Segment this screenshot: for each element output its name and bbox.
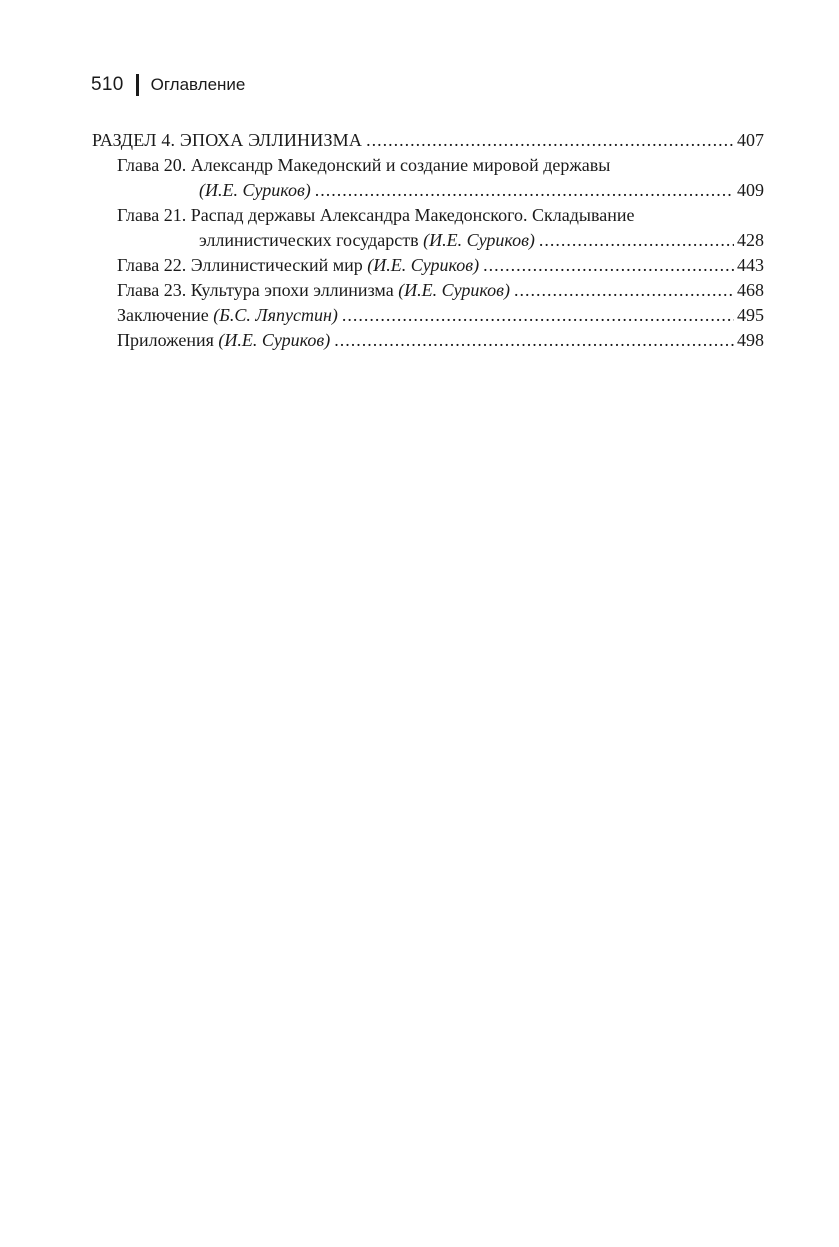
- toc-page-number: 443: [737, 255, 764, 275]
- toc-page-number: 468: [737, 280, 764, 300]
- toc-entry-title: Глава 22. Эллинистический мир: [117, 255, 363, 275]
- toc-entry-title: Глава 21. Распад державы Александра Македонского. Складывание: [117, 205, 635, 225]
- toc-section-title: РАЗДЕЛ 4. ЭПОХА ЭЛЛИНИЗМА: [92, 130, 363, 150]
- toc-entry-author: (Б.С. Ляпустин): [213, 305, 338, 325]
- toc-entry-chapter-22[interactable]: [92, 253, 764, 278]
- toc-entry-line: [92, 203, 764, 228]
- toc-page-number: 495: [737, 305, 764, 325]
- header-separator: [136, 74, 139, 96]
- dot-leader: [342, 303, 734, 328]
- toc-entry-author: (И.Е. Суриков): [199, 180, 311, 200]
- toc-entry-author: (И.Е. Суриков): [367, 255, 480, 275]
- running-head-title: Оглавление: [150, 75, 246, 94]
- toc-entry-title: Заключение: [117, 305, 209, 325]
- toc-section-row[interactable]: [92, 128, 764, 153]
- dot-leader: [539, 228, 734, 253]
- toc-entry-appendices[interactable]: [92, 328, 764, 353]
- toc-entry-title: Глава 23. Культура эпохи эллинизма: [117, 280, 394, 300]
- toc-page-number: 407: [737, 130, 764, 150]
- toc-entry-title: Приложения: [117, 330, 214, 350]
- dot-leader: [366, 128, 734, 153]
- toc-entry-author: (И.Е. Суриков): [423, 230, 535, 250]
- toc-entry-chapter-20[interactable]: [92, 153, 764, 203]
- toc-entry-conclusion[interactable]: [92, 303, 764, 328]
- dot-leader: [334, 328, 734, 353]
- toc-page-number: 498: [737, 330, 764, 350]
- toc-entry-author: (И.Е. Суриков): [398, 280, 510, 300]
- toc-entry-title: Глава 20. Александр Македонский и создание мировой державы: [117, 155, 611, 175]
- toc-entry-author: (И.Е. Суриков): [218, 330, 331, 350]
- toc-entry-chapter-23[interactable]: [92, 278, 764, 303]
- dot-leader: [315, 178, 734, 203]
- dot-leader: [483, 253, 734, 278]
- page-number: 510: [91, 74, 124, 95]
- toc-entry-chapter-21[interactable]: [92, 203, 764, 253]
- toc-entry-line: [92, 178, 764, 203]
- table-of-contents: [92, 128, 764, 353]
- dot-leader: [514, 278, 734, 303]
- toc-entry-line: [92, 228, 764, 253]
- toc-page-number: 428: [737, 230, 764, 250]
- toc-entry-title-continued: эллинистических государств: [199, 230, 419, 250]
- running-head: [91, 72, 245, 98]
- toc-entry-line: [92, 153, 764, 178]
- toc-page-number: 409: [737, 180, 764, 200]
